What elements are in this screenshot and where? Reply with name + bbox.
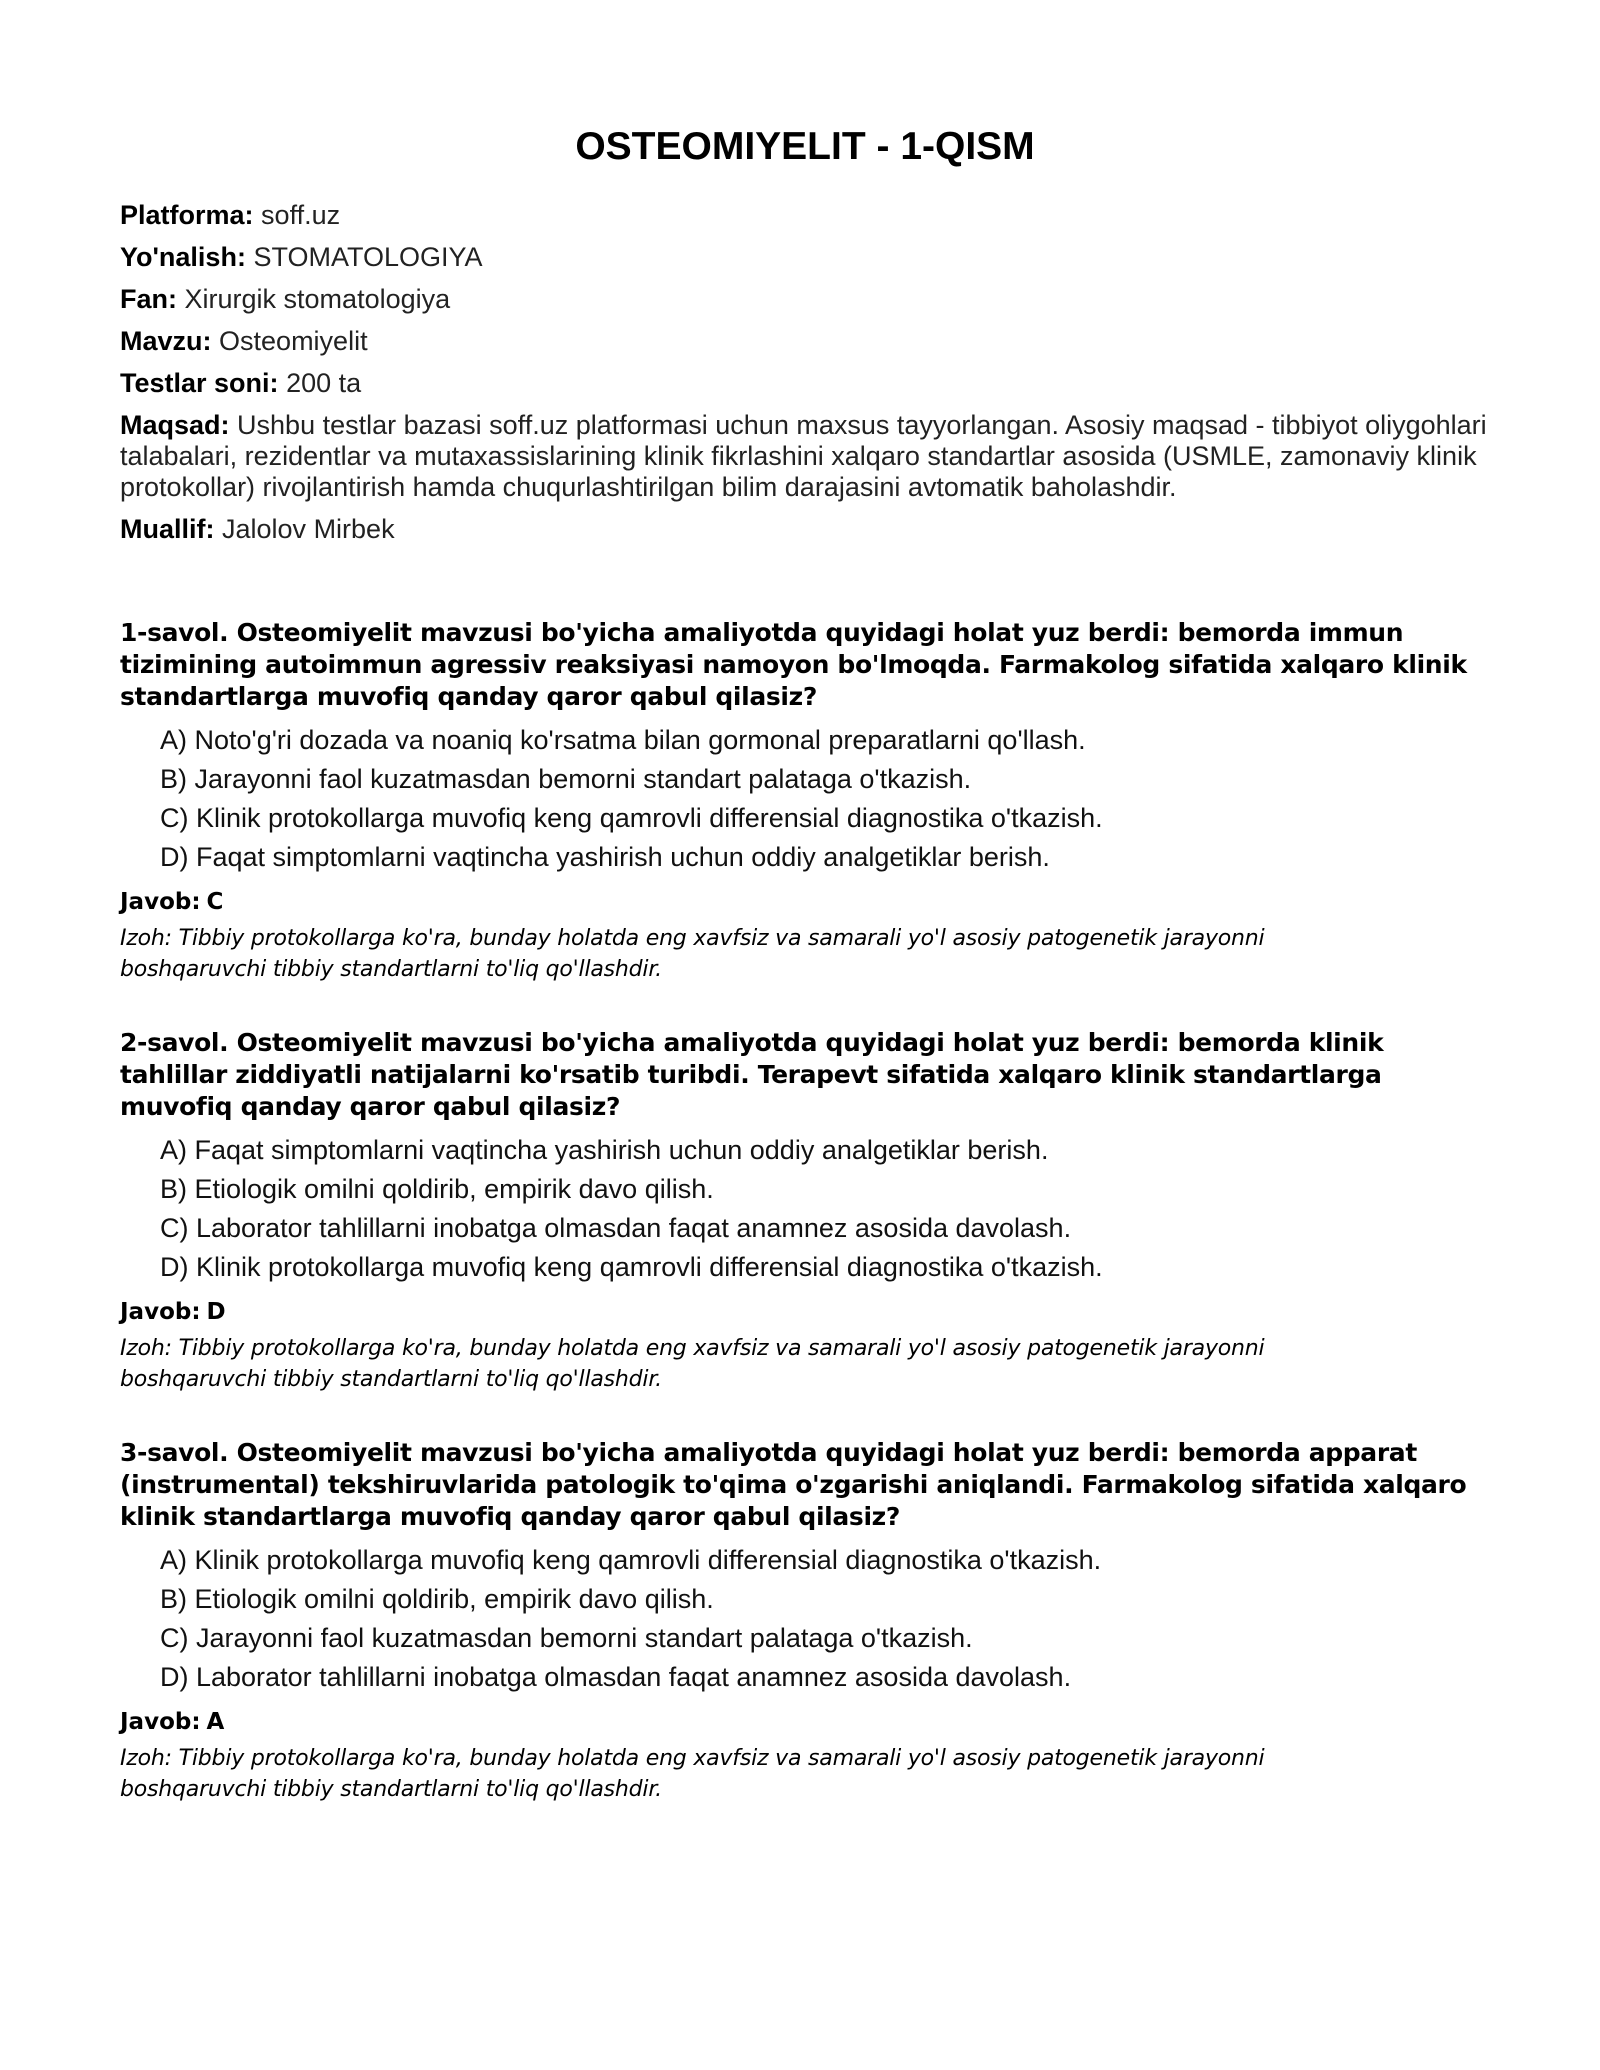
meta-author bbox=[120, 514, 1490, 545]
option-c: C) Klinik protokollarga muvofiq keng qamrovli differensial diagnostika o'tkazish. bbox=[160, 803, 1103, 833]
option-b: B) Etiologik omilni qoldirib, empirik davo qilish. bbox=[160, 1584, 714, 1614]
option-d: D) Laborator tahlillarni inobatga olmasdan faqat anamnez asosida davolash. bbox=[160, 1662, 1072, 1692]
meta-label: Muallif: bbox=[120, 514, 215, 544]
option-c: C) Laborator tahlillarni inobatga olmasdan faqat anamnez asosida davolash. bbox=[160, 1213, 1072, 1243]
meta-label: Testlar soni: bbox=[120, 368, 279, 398]
meta-label: Maqsad: bbox=[120, 410, 230, 440]
meta-value: Jalolov Mirbek bbox=[222, 514, 395, 544]
option-a: A) Klinik protokollarga muvofiq keng qamrovli differensial diagnostika o'tkazish. bbox=[160, 1545, 1102, 1575]
question-text: 1-savol. Osteomiyelit mavzusi bo'yicha amaliyotda quyidagi holat yuz berdi: bemorda immun tizimining autoimmun agressiv reaksiyasi namoyon bo'lmoqda. Farmakolog sifatida xalqaro klinik standartlarga muvofiq qanday qaror qabul qilasiz? bbox=[120, 618, 1467, 711]
answer-label: Javob: bbox=[120, 889, 201, 915]
meta-platform bbox=[120, 200, 1490, 231]
answer-value: C bbox=[206, 889, 224, 915]
meta-value: STOMATOLOGIYA bbox=[253, 242, 483, 272]
question-item bbox=[120, 617, 1490, 985]
question-text: 2-savol. Osteomiyelit mavzusi bo'yicha amaliyotda quyidagi holat yuz berdi: bemorda klinik tahlillar ziddiyatli natijalarni ko'rsatib turibdi. Terapevt sifatida xalqaro klinik standartlarga muvofiq qanday qaror qabul qilasiz? bbox=[120, 1028, 1384, 1121]
option-c: C) Jarayonni faol kuzatmasdan bemorni standart palataga o'tkazish. bbox=[160, 1623, 973, 1653]
explanation-note: Izoh: Tibbiy protokollarga ko'ra, bunday holatda eng xavfsiz va samarali yo'l asosiy patogenetik jarayonni boshqaruvchi tibbiy standartlarni to'liq qo'llashdir. bbox=[120, 1746, 1265, 1802]
meta-label: Mavzu: bbox=[120, 326, 212, 356]
option-b: B) Jarayonni faol kuzatmasdan bemorni standart palataga o'tkazish. bbox=[160, 764, 972, 794]
meta-topic bbox=[120, 326, 1490, 357]
meta-value: Osteomiyelit bbox=[219, 326, 368, 356]
meta-direction bbox=[120, 242, 1490, 273]
option-d: D) Faqat simptomlarni vaqtincha yashirish uchun oddiy analgetiklar berish. bbox=[160, 842, 1050, 872]
page-title: OSTEOMIYELIT - 1-QISM bbox=[575, 125, 1035, 168]
correct-answer bbox=[120, 887, 1490, 917]
meta-value: Xirurgik stomatologiya bbox=[184, 284, 451, 314]
answer-label: Javob: bbox=[120, 1299, 201, 1325]
option-a: A) Noto'g'ri dozada va noaniq ko'rsatma bilan gormonal preparatlarni qo'llash. bbox=[160, 725, 1086, 755]
answer-options bbox=[120, 1135, 1490, 1283]
meta-label: Fan: bbox=[120, 284, 177, 314]
meta-label: Platforma: bbox=[120, 200, 254, 230]
explanation-note: Izoh: Tibbiy protokollarga ko'ra, bunday holatda eng xavfsiz va samarali yo'l asosiy patogenetik jarayonni boshqaruvchi tibbiy standartlarni to'liq qo'llashdir. bbox=[120, 926, 1265, 982]
meta-label: Yo'nalish: bbox=[120, 242, 246, 272]
meta-value: Ushbu testlar bazasi soff.uz platformasi uchun maxsus tayyorlangan. Asosiy maqsad - tibbiyot oliygohlari talabalari, rezidentlar va mutaxassislarining klinik fikrlashini xalqaro standartlar asosida (USMLE, zamonaviy klinik protokollar) rivojlantirish hamda chuqurlashtirilgan bilim darajasini avtomatik baholashdir. bbox=[120, 410, 1487, 502]
option-a: A) Faqat simptomlarni vaqtincha yashirish uchun oddiy analgetiklar berish. bbox=[160, 1135, 1049, 1165]
question-item bbox=[120, 1437, 1490, 1805]
meta-purpose bbox=[120, 410, 1490, 503]
meta-subject bbox=[120, 284, 1490, 315]
question-text: 3-savol. Osteomiyelit mavzusi bo'yicha amaliyotda quyidagi holat yuz berdi: bemorda apparat (instrumental) tekshiruvlarida patologik to'qima o'zgarishi aniqlandi. Farmakolog sifatida xalqaro klinik standartlarga muvofiq qanday qaror qabul qilasiz? bbox=[120, 1438, 1467, 1531]
answer-options bbox=[120, 1545, 1490, 1693]
correct-answer bbox=[120, 1297, 1490, 1327]
option-d: D) Klinik protokollarga muvofiq keng qamrovli differensial diagnostika o'tkazish. bbox=[160, 1252, 1103, 1282]
correct-answer bbox=[120, 1707, 1490, 1737]
answer-options bbox=[120, 725, 1490, 873]
answer-value: D bbox=[206, 1299, 226, 1325]
question-item bbox=[120, 1027, 1490, 1395]
option-b: B) Etiologik omilni qoldirib, empirik davo qilish. bbox=[160, 1174, 714, 1204]
meta-value: soff.uz bbox=[261, 200, 341, 230]
meta-value: 200 ta bbox=[286, 368, 362, 398]
explanation-note: Izoh: Tibbiy protokollarga ko'ra, bunday holatda eng xavfsiz va samarali yo'l asosiy patogenetik jarayonni boshqaruvchi tibbiy standartlarni to'liq qo'llashdir. bbox=[120, 1336, 1265, 1392]
answer-label: Javob: bbox=[120, 1709, 201, 1735]
answer-value: A bbox=[206, 1709, 225, 1735]
metadata-block bbox=[120, 200, 1490, 545]
question-list bbox=[120, 617, 1490, 1805]
document-page bbox=[120, 0, 1490, 1847]
meta-test-count bbox=[120, 368, 1490, 399]
